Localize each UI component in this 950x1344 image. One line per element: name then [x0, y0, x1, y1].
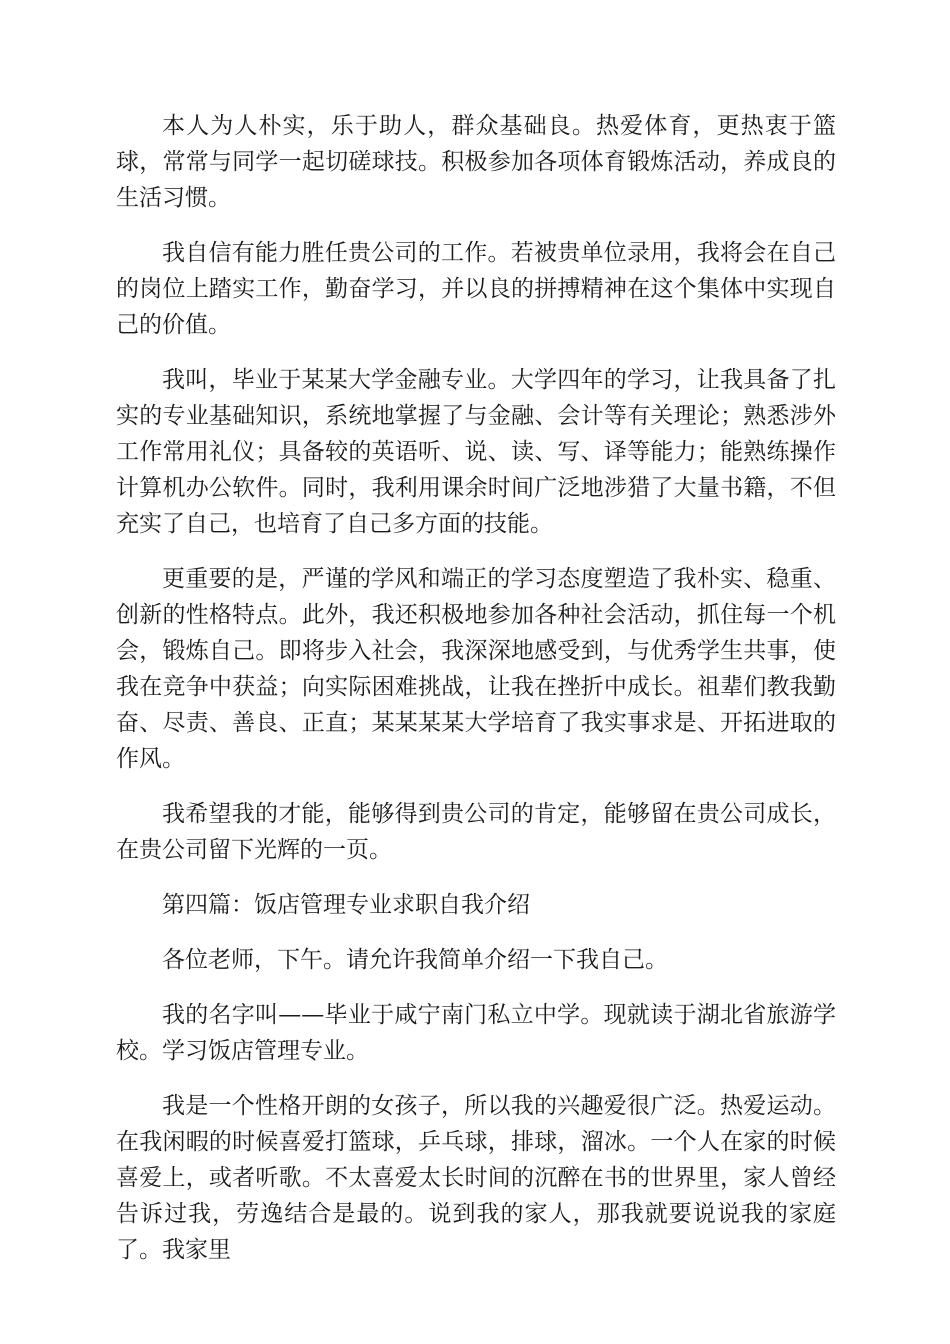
paragraph-name-school: 我的名字叫——毕业于咸宁南门私立中学。现就读于湖北省旅游学校。学习饭店管理专业。 [116, 1002, 836, 1064]
paragraph-personality: 本人为人朴实，乐于助人，群众基础良。热爱体育，更热衷于篮球，常常与同学一起切磋球技。积极参加各项体育锻炼活动，养成良的生活习惯。 [116, 113, 836, 211]
paragraph-greeting: 各位老师，下午。请允许我简单介绍一下我自己。 [162, 947, 668, 973]
paragraph-character: 更重要的是，严谨的学风和端正的学习态度塑造了我朴实、稳重、创新的性格特点。此外，我还积极地参加各种社会活动，抓住每一个机会，锻炼自己。即将步入社会，我深深地感受到，与优秀学生共事，使我在竞争中获益；向实际困难挑战，让我在挫折中成长。祖辈们教我勤奋、尽责、善良、正直；某某某某大学培育了我实事求是、开拓进取的作风。 [116, 566, 836, 772]
section-heading: 第四篇：饭店管理专业求职自我介绍 [162, 892, 530, 918]
paragraph-hobbies: 我是一个性格开朗的女孩子，所以我的兴趣爱很广泛。热爱运动。在我闲暇的时候喜爱打篮球，乒乓球，排球，溜冰。一个人在家的时候喜爱上，或者听歌。不太喜爱太长时间的沉醉在书的世界里，家人曾经告诉过我，劳逸结合是最的。说到我的家人，那我就要说说我的家庭了。我家里 [116, 1093, 836, 1263]
paragraph-education: 我叫，毕业于某某大学金融专业。大学四年的学习，让我具备了扎实的专业基础知识，系统地掌握了与金融、会计等有关理论；熟悉涉外工作常用礼仪；具备较的英语听、说、读、写、译等能力；能熟练操作计算机办公软件。同时，我利用课余时间广泛地涉猎了大量书籍，不但充实了自己，也培育了自己多方面的技能。 [116, 367, 836, 537]
paragraph-confidence: 我自信有能力胜任贵公司的工作。若被贵单位录用，我将会在自己的岗位上踏实工作，勤奋学习，并以良的拼搏精神在这个集体中实现自己的价值。 [116, 240, 836, 338]
paragraph-hope: 我希望我的才能，能够得到贵公司的肯定，能够留在贵公司成长，在贵公司留下光辉的一页。 [116, 801, 836, 863]
document-body [116, 108, 836, 1287]
